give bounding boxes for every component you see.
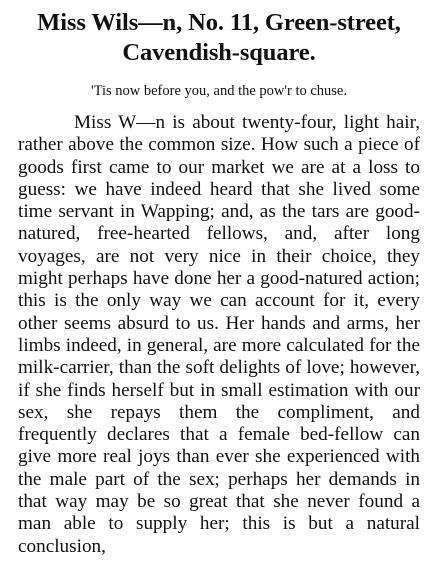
document-page: [18, 8, 420, 558]
article-title: Miss Wils—n, No. 11, Green-street, Cavendish-square.: [37, 9, 401, 66]
body-paragraph: Miss W—n is about twenty-four, light hair, rather above the common size. How such a piece of goods first came to our market we are at a loss to guess: we have indeed heard that she lived some time servant in Wapping; and, as the tars are good-natured, free-hearted fellows, and, after long voyages, are not very nice in their choice, they might perhaps have done her a good-natured action; this is the only way we can account for it, every other seems absurd to us. Her hands and arms, her limbs indeed, in general, are more calculated for the milk-carrier, than the soft delights of love; however, if she finds herself but in small estimation with our sex, she repays them the compliment, and frequently declares that a female bed-fellow can give more real joys than ever she experienced with the male part of the sex; perhaps her demands in that way may be so great that she never found a man able to supply her; this is but a natural conclusion,: [18, 112, 420, 557]
epigraph: 'Tis now before you, and the pow'r to chuse.: [91, 83, 347, 99]
